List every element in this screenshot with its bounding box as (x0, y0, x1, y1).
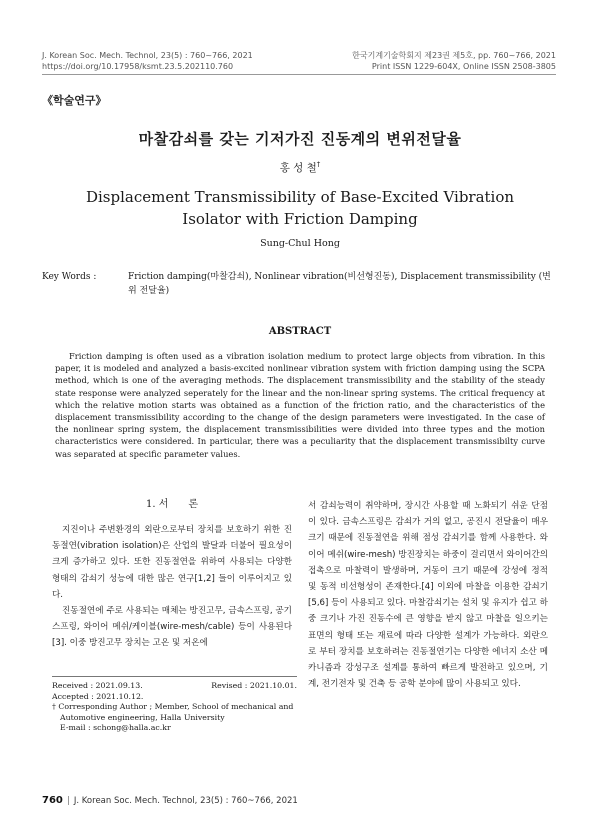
footer-separator (68, 796, 69, 805)
issn-line: Print ISSN 1229-604X, Online ISSN 2508-3805 (371, 62, 556, 71)
korean-author-name: 홍 성 철 (279, 162, 317, 174)
footer-citation: J. Korean Soc. Mech. Technol, 23(5) : 760~766, 2021 (73, 796, 298, 806)
citation-line: J. Korean Soc. Mech. Technol, 23(5) : 760~766, 2021 (42, 51, 253, 60)
received-date: Received : 2021.09.13. (52, 681, 143, 690)
journal-citation (42, 50, 253, 72)
page-footer (42, 795, 298, 806)
english-title-line1: Displacement Transmissibility of Base-Excited Vibration (85, 188, 515, 206)
notes-divider (52, 676, 297, 677)
english-title (0, 186, 600, 230)
doi-link[interactable]: https://doi.org/10.17958/ksmt.23.5.202110.760 (42, 62, 234, 71)
author-email[interactable]: E-mail : schong@halla.ac.kr (60, 723, 171, 733)
header-divider (42, 74, 556, 75)
right-column (308, 498, 548, 692)
left-column (52, 498, 292, 652)
intro-paragraph-continued: 서 감쇠능력이 취약하며, 장시간 사용할 때 노화되기 쉬운 단점이 있다. 금속스프링은 감쇠가 거의 없고, 공진시 전달율이 매우 크기 때문에 진동절연을 위해 점성 감쇠기를 함께 사용한다. 와이어 메쉬(wire-mesh) 방진장치는 하중이 걸리면서 와이어간의 접촉으로 마찰력이 발생하며, 거동이 크기 때문에 강성에 정적 및 동적 비선형성이 존재한다.[4] 이외에 마찰을 이용한 감쇠기[5,6] 등이 사용되고 있다. 마찰감쇠기는 설치 및 유지가 쉽고 하중 크기나 가진 진동수에 큰 영향을 받지 않고 마찰을 일으키는 표면의 형태 또는 재료에 따라 다양한 설계가 가능하다. 외란으로 부터 장치를 보호하려는 진동절연기는 다양한 에너지 소산 메카니즘과 강성구조 설계를 통하여 빠르게 발전하고 있으며, 기계, 전기전자 및 건축 등 공학 분야에 많이 사용되고 있다. (308, 501, 548, 690)
corresponding-author-affiliation: Automotive engineering, Halla University (60, 712, 225, 722)
korean-author (0, 160, 600, 175)
corresponding-author-note: † Corresponding Author ; Member, School of mechanical and (52, 702, 294, 712)
revised-date: Revised : 2021.10.01. (211, 681, 297, 690)
abstract-text: Friction damping is often used as a vibration isolation medium to protect large objects from vibration. In this paper, it is modeled and analyzed a basis-excited nonlinear vibration system with friction damping using the SCPA method, which is one of the averaging methods. The displacement transmissibility and the stability of the steady state response were analyzed seperately for the linear and the non-linear spring systems. The critical frequency at which the relative motion starts was obtained as a function of the friction ratio, and the characteristics of the displacement transmissibility according to the change of the design parameters were investigated. In the case of the nonlinear spring system, the displacement transmissibilities were divided into three types and the motion characteristics were considered. In particular, there was a peculiarity that the displacement transmissibilty curve was separated at specific parameter values. (55, 351, 545, 459)
introduction-heading: 1. 서 론 (145, 499, 199, 510)
section-tag: 《학술연구》 (42, 94, 107, 107)
page-number: 760 (42, 795, 63, 806)
article-notes (52, 676, 297, 734)
korean-citation-line: 한국기계기술학회지 제23권 제5호, pp. 760~766, 2021 (352, 51, 556, 60)
abstract-heading: ABSTRACT (268, 326, 332, 337)
english-author: Sung-Chul Hong (260, 238, 340, 249)
english-title-line2: Isolator with Friction Damping (182, 210, 418, 228)
accepted-date: Accepted : 2021.10.12. (52, 691, 144, 701)
journal-issn (352, 50, 556, 72)
keywords-text: Friction damping(마찰감쇠), Nonlinear vibration(비선형진동), Displacement transmissibility (변위 전달율) (128, 272, 551, 296)
dates-row (52, 681, 297, 692)
intro-paragraph-1: 지진이나 주변환경의 외란으로부터 장치를 보호하기 위한 진동절연(vibration isolation)은 산업의 발달과 더불어 필요성이 크게 증가하고 있다. 또한 진동절연을 위하여 사용되는 다양한 형태의 감쇠기 성능에 대한 많은 연구[1,2] 들이 이루어지고 있다. (52, 525, 292, 600)
keywords-label: Key Words : (42, 272, 97, 282)
korean-title: 마찰감쇠를 갖는 기저가진 진동계의 변위전달율 (138, 130, 462, 148)
keywords-block (42, 270, 558, 298)
corresponding-mark: † (316, 160, 321, 169)
intro-paragraph-2: 진동절연에 주로 사용되는 매체는 방진고무, 금속스프링, 공기스프링, 와이어 메쉬/케이블(wire-mesh/cable) 등이 사용된다[3]. 이중 방진고무 장치는 고온 및 저온에 (52, 606, 292, 649)
